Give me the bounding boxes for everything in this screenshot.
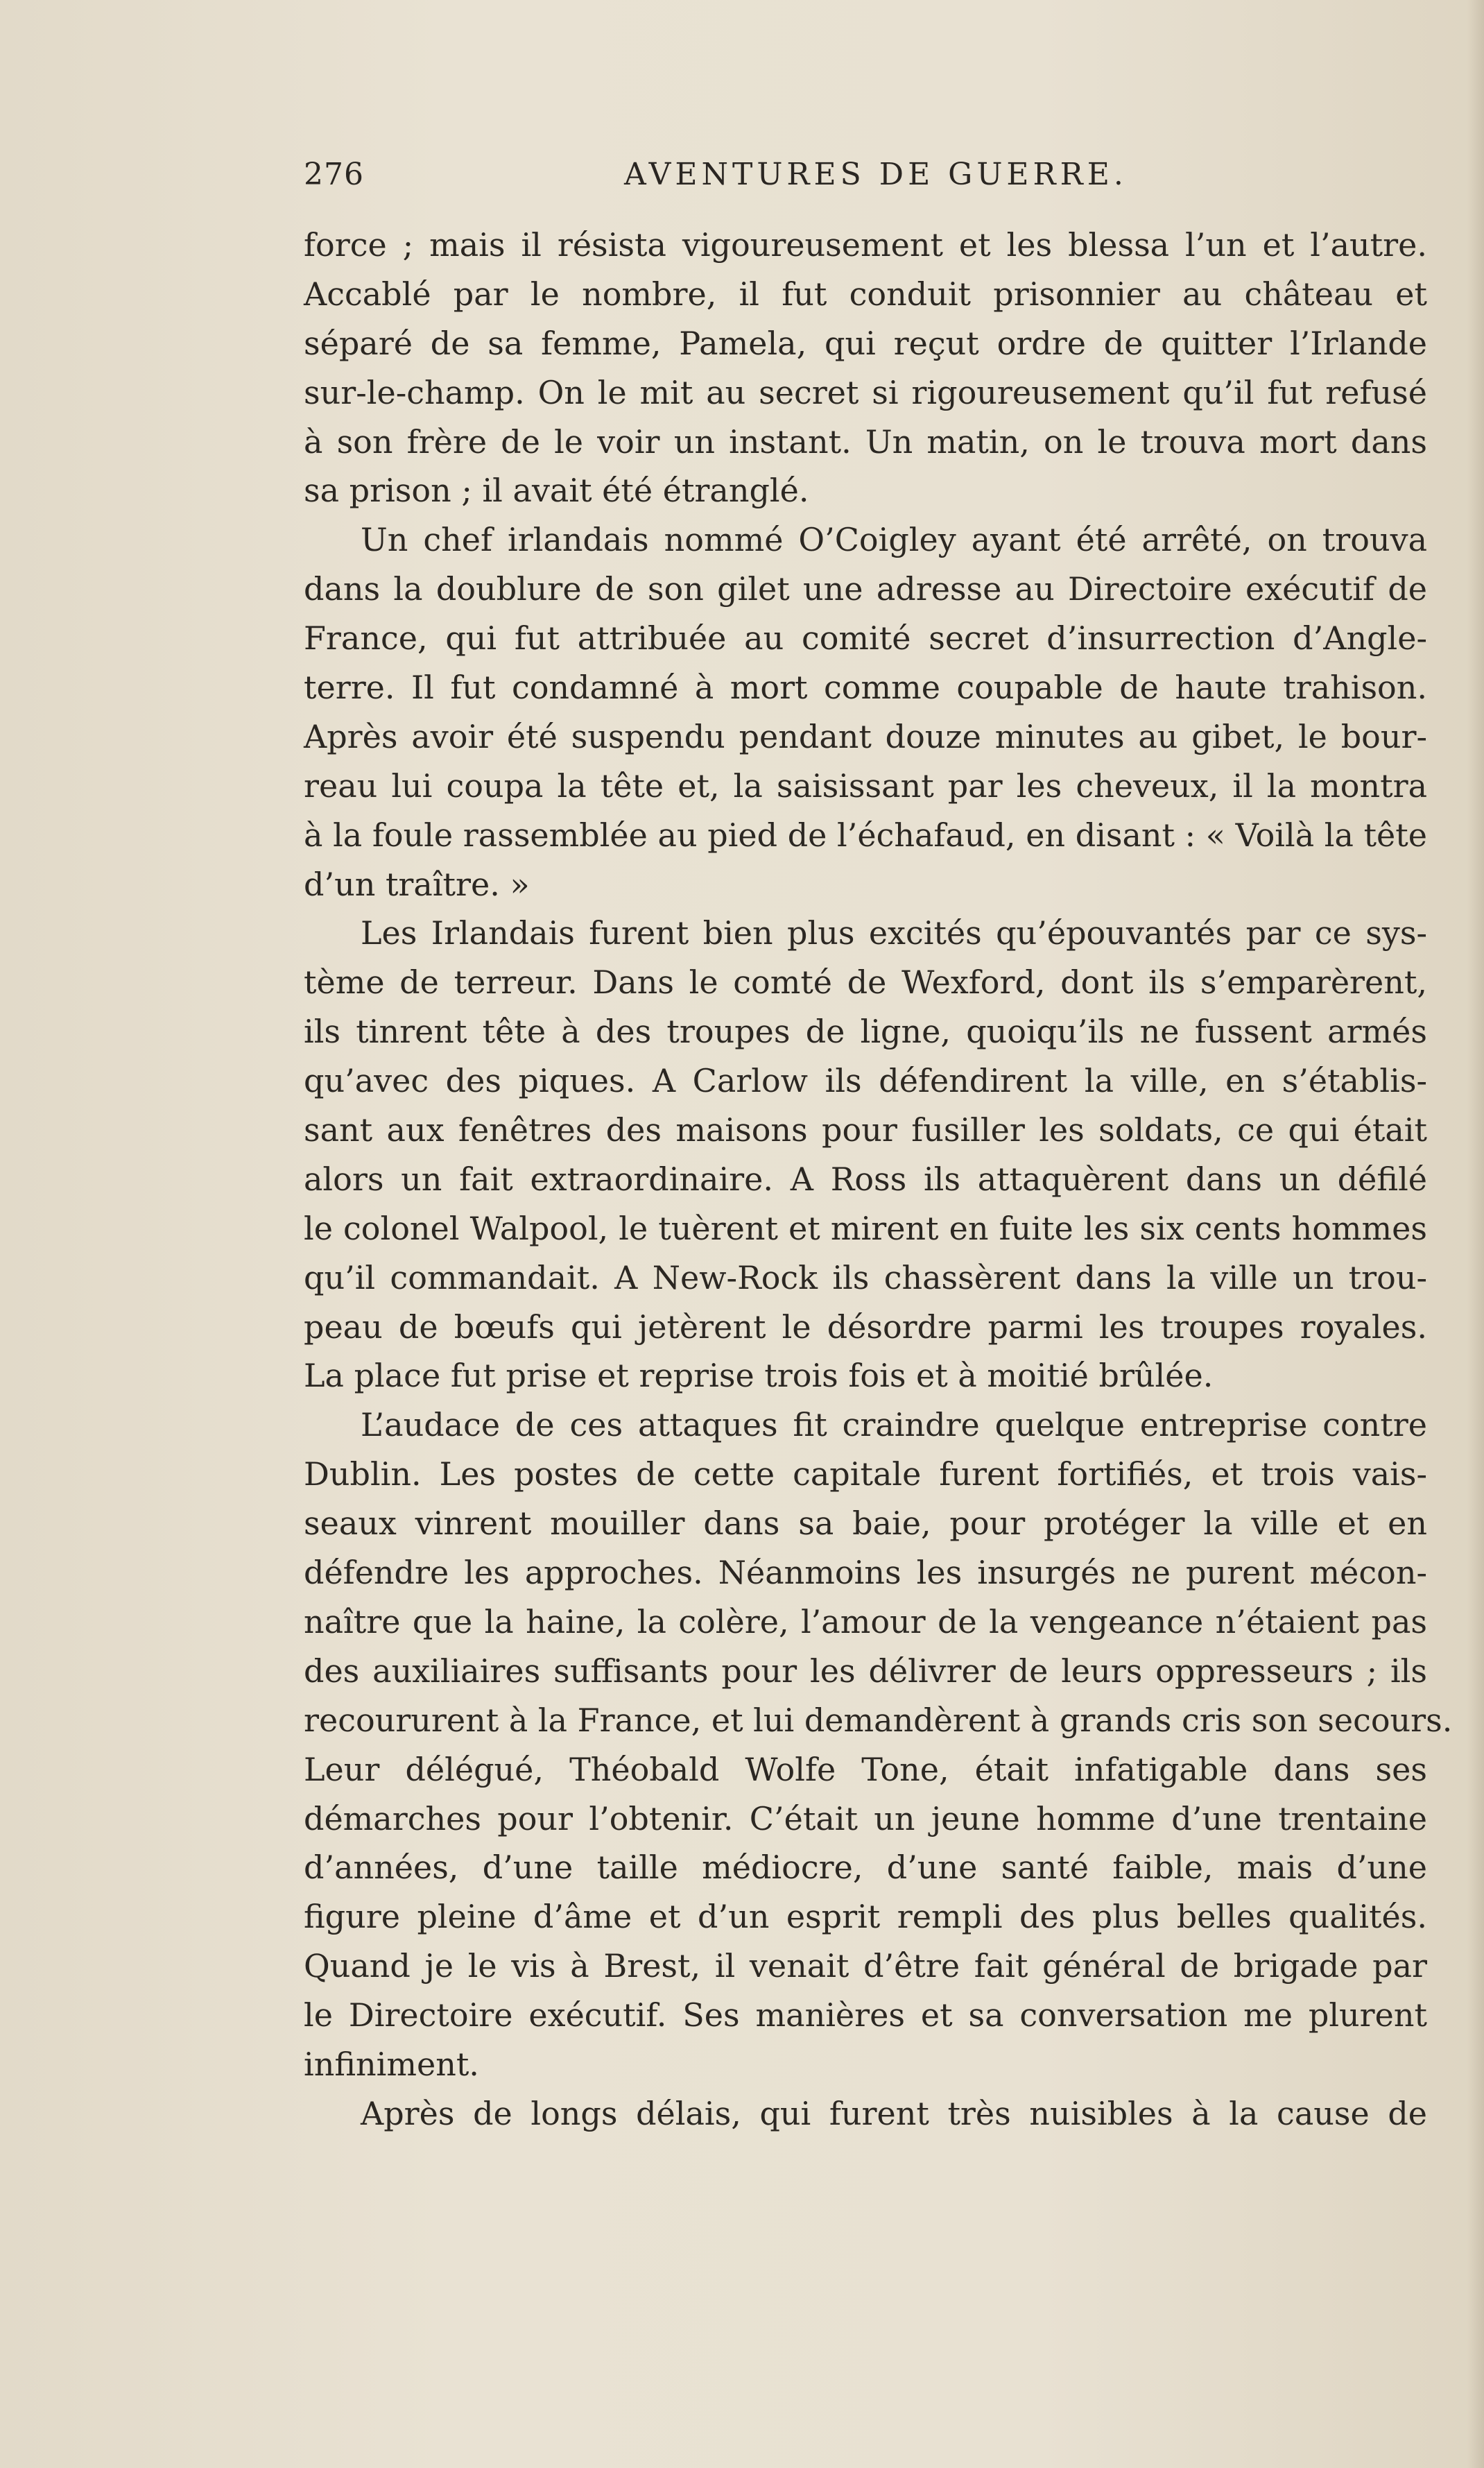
text-line: recoururent à la France, et lui demandèrent à grands cris son secours. xyxy=(304,1701,1453,1739)
text-line: Accablé par le nombre, il fut conduit prisonnier au château et xyxy=(304,275,1427,313)
text-line: tème de terreur. Dans le comté de Wexford, dont ils s’emparèrent, xyxy=(304,963,1427,1002)
text-line: d’un traître. » xyxy=(304,865,530,903)
text-line: Un chef irlandais nommé O’Coigley ayant été arrêté, on trouva xyxy=(361,521,1427,559)
text-line: qu’avec des piques. A Carlow ils défendirent la ville, en s’établis- xyxy=(304,1062,1427,1100)
running-title: AVENTURES DE GUERRE. xyxy=(624,157,1128,192)
text-line: figure pleine d’âme et d’un esprit rempli des plus belles qualités. xyxy=(304,1898,1427,1936)
text-line: Les Irlandais furent bien plus excités qu’épouvantés par ce sys- xyxy=(361,914,1427,952)
text-line: à la foule rassemblée au pied de l’échafaud, en disant : « Voilà la tête xyxy=(304,816,1427,854)
text-line: force ; mais il résista vigoureusement et les blessa l’un et l’autre. xyxy=(304,226,1427,264)
text-line: dans la doublure de son gilet une adresse au Directoire exécutif de xyxy=(304,570,1427,608)
text-line: L’audace de ces attaques fit craindre quelque entreprise contre xyxy=(361,1406,1427,1444)
text-line: Dublin. Les postes de cette capitale furent fortifiés, et trois vais- xyxy=(304,1455,1427,1493)
page-edge-shadow xyxy=(1467,0,1484,2468)
text-line: le Directoire exécutif. Ses manières et sa conversation me plurent xyxy=(304,1996,1427,2034)
page-header xyxy=(304,151,1427,201)
text-line: Après de longs délais, qui furent très nuisibles à la cause de xyxy=(361,2094,1427,2132)
text-line: seaux vinrent mouiller dans sa baie, pour protéger la ville et en xyxy=(304,1505,1427,1543)
page-number: 276 xyxy=(304,157,364,192)
text-line: Leur délégué, Théobald Wolfe Tone, était infatigable dans ses xyxy=(304,1750,1427,1788)
text-line: ils tinrent tête à des troupes de ligne, quoiqu’ils ne fussent armés xyxy=(304,1013,1427,1051)
text-line: La place fut prise et reprise trois fois et à moitié brûlée. xyxy=(304,1357,1214,1395)
body-text xyxy=(304,221,1453,2139)
text-line: des auxiliaires suffisants pour les délivrer de leurs oppresseurs ; ils xyxy=(304,1652,1427,1690)
text-line: reau lui coupa la tête et, la saisissant par les cheveux, il la montra xyxy=(304,766,1427,805)
text-line: sa prison ; il avait été étranglé. xyxy=(304,472,809,510)
text-line: Après avoir été suspendu pendant douze minutes au gibet, le bour- xyxy=(304,717,1427,755)
text-line: Quand je le vis à Brest, il venait d’être fait général de brigade par xyxy=(304,1947,1427,1985)
text-line: démarches pour l’obtenir. C’était un jeune homme d’une trentaine xyxy=(304,1799,1427,1837)
text-line: défendre les approches. Néanmoins les insurgés ne purent mécon- xyxy=(304,1554,1427,1592)
text-line: sur-le-champ. On le mit au secret si rigoureusement qu’il fut refusé xyxy=(304,373,1427,411)
text-line: le colonel Walpool, le tuèrent et mirent en fuite les six cents hommes xyxy=(304,1209,1427,1247)
text-line: terre. Il fut condamné à mort comme coupable de haute trahison. xyxy=(304,669,1427,707)
text-line: sant aux fenêtres des maisons pour fusiller les soldats, ce qui était xyxy=(304,1111,1427,1149)
text-line: infiniment. xyxy=(304,2045,479,2083)
text-line: naître que la haine, la colère, l’amour de la vengeance n’étaient pas xyxy=(304,1602,1427,1640)
text-line: France, qui fut attribuée au comité secret d’insurrection d’Angle- xyxy=(304,619,1427,658)
text-line: alors un fait extraordinaire. A Ross ils attaquèrent dans un défilé xyxy=(304,1160,1427,1198)
text-line: d’années, d’une taille médiocre, d’une santé faible, mais d’une xyxy=(304,1849,1427,1887)
text-line: séparé de sa femme, Pamela, qui reçut ordre de quitter l’Irlande xyxy=(304,324,1427,362)
text-line: à son frère de le voir un instant. Un matin, on le trouva mort dans xyxy=(304,422,1427,461)
text-line: qu’il commandait. A New-Rock ils chassèrent dans la ville un trou- xyxy=(304,1258,1427,1296)
text-line: peau de bœufs qui jetèrent le désordre parmi les troupes royales. xyxy=(304,1308,1427,1346)
